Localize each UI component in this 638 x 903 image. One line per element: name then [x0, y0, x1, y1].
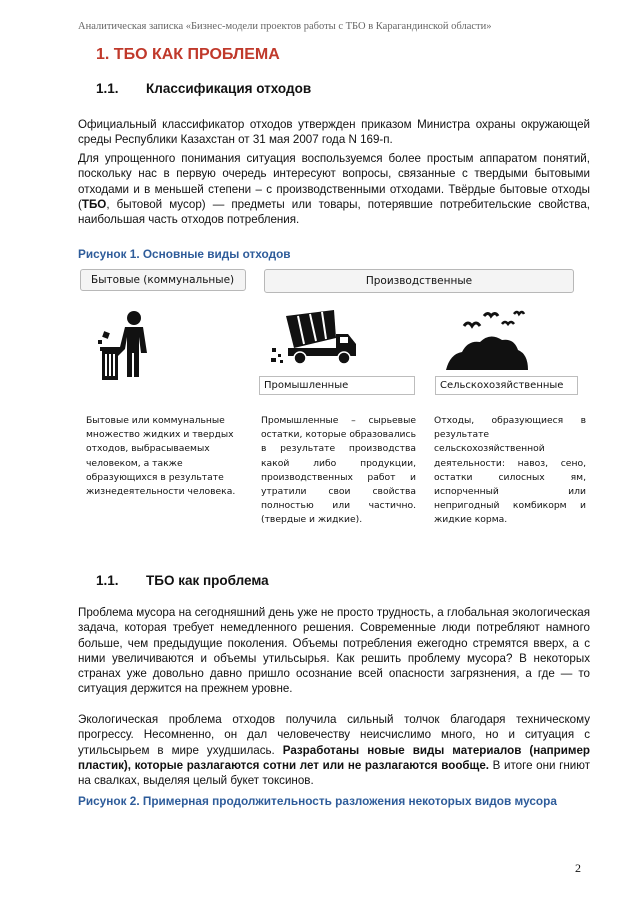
- figure1-caption: Рисунок 1. Основные виды отходов: [78, 247, 291, 261]
- subsection-heading-problem: [96, 573, 269, 588]
- paragraph-text: , бытовой мусор) — предметы или товары, потерявшие потребительские свойства, наибольшая часть отходов потребления.: [78, 197, 590, 227]
- paragraph-text: Экологическая проблема отходов получила сильный толчок благодаря техническому прогрессу. Несомненно, он дал человечеству неисчислимо много, но и ситуация с утильсырьем в мире ухудшилась.: [78, 713, 590, 757]
- person-trash-bin-icon: [96, 310, 158, 384]
- industrial-label-text: Промышленные: [264, 380, 349, 391]
- production-waste-header-label: Производственные: [365, 275, 473, 287]
- agricultural-label: [435, 376, 578, 395]
- household-waste-header: [80, 269, 246, 291]
- paragraph-ecological-problem: [78, 712, 590, 788]
- paragraph-bold-term: ТБО: [81, 197, 107, 211]
- subsection-title: Классификация отходов: [146, 81, 312, 96]
- industrial-waste-description: Промышленные – сырьевые остатки, которые образовались в результате производства какой либо продукции, производственных работ и утратили свои свойства полностью или частично. (твердые и жидкие).: [261, 415, 416, 526]
- production-waste-header: [264, 269, 574, 293]
- section-title: 1. ТБО КАК ПРОБЛЕМА: [96, 46, 280, 63]
- household-waste-header-label: Бытовые (коммунальные): [91, 274, 235, 286]
- paragraph-text: В итоге они гниют на свалках, выделяя целый букет токсинов.: [78, 758, 590, 788]
- subsection-title: ТБО как проблема: [146, 573, 269, 588]
- industrial-label: [259, 376, 415, 395]
- page-number: 2: [575, 861, 581, 875]
- paragraph-tbo-definition: [78, 151, 590, 227]
- paragraph-waste-problem: Проблема мусора на сегодняшний день уже не просто трудность, а глобальная экологическая задача, которая требует немедленного решения. Современные люди потребляют намного больше, чем предыдущие поколения. Объемы потребления ежегодно стремятся вверх, а с ними увеличиваются и объемы утильсырья. Как решить проблему мусора? В некоторых странах уже довольно давно пришло осознание всей опасности загрязнения, а где — то ситуация держится на прежнем уровне.: [78, 606, 590, 696]
- figure2-caption: Рисунок 2. Примерная продолжительность разложения некоторых видов мусора: [78, 794, 557, 808]
- landfill-birds-icon: [444, 310, 530, 372]
- subsection-number: 1.1.: [96, 573, 119, 588]
- running-header: Аналитическая записка «Бизнес-модели проектов работы с ТБО в Карагандинской области»: [78, 21, 492, 32]
- paragraph-text: Для упрощенного понимания ситуация воспользуемся более простым аппаратом понятий, поскольку нас в первую очередь интересуют вопросы, связанные с твердыми бытовыми отходами и в меньшей степени – с производственными отходами. Твёрдые бытовые отходы (: [78, 152, 590, 211]
- subsection-heading-classification: [96, 81, 311, 96]
- paragraph-classifier: Официальный классификатор отходов утвержден приказом Министра охраны окружающей среды Республики Казахстан от 31 мая 2007 года N 169-п.: [78, 118, 590, 147]
- household-waste-description: Бытовые или коммунальные множество жидких и твердых отходов, выбрасываемых человеком, а также образующихся в результате жизнедеятельности человека.: [86, 415, 236, 498]
- paragraph-bold-text: Разработаны новые виды материалов (например пластик), которые разлагаются сотни лет или не разлагаются вообще.: [78, 743, 590, 772]
- agricultural-waste-description: Отходы, образующиеся в результате сельскохозяйственной деятельности: навоз, сено, остатки силосных ям, испорченный или непригодный комбикорм и жидкие корма.: [434, 415, 586, 526]
- agricultural-label-text: Сельскохозяйственные: [440, 380, 564, 391]
- subsection-number: 1.1.: [96, 81, 119, 96]
- dump-truck-icon: [270, 310, 360, 368]
